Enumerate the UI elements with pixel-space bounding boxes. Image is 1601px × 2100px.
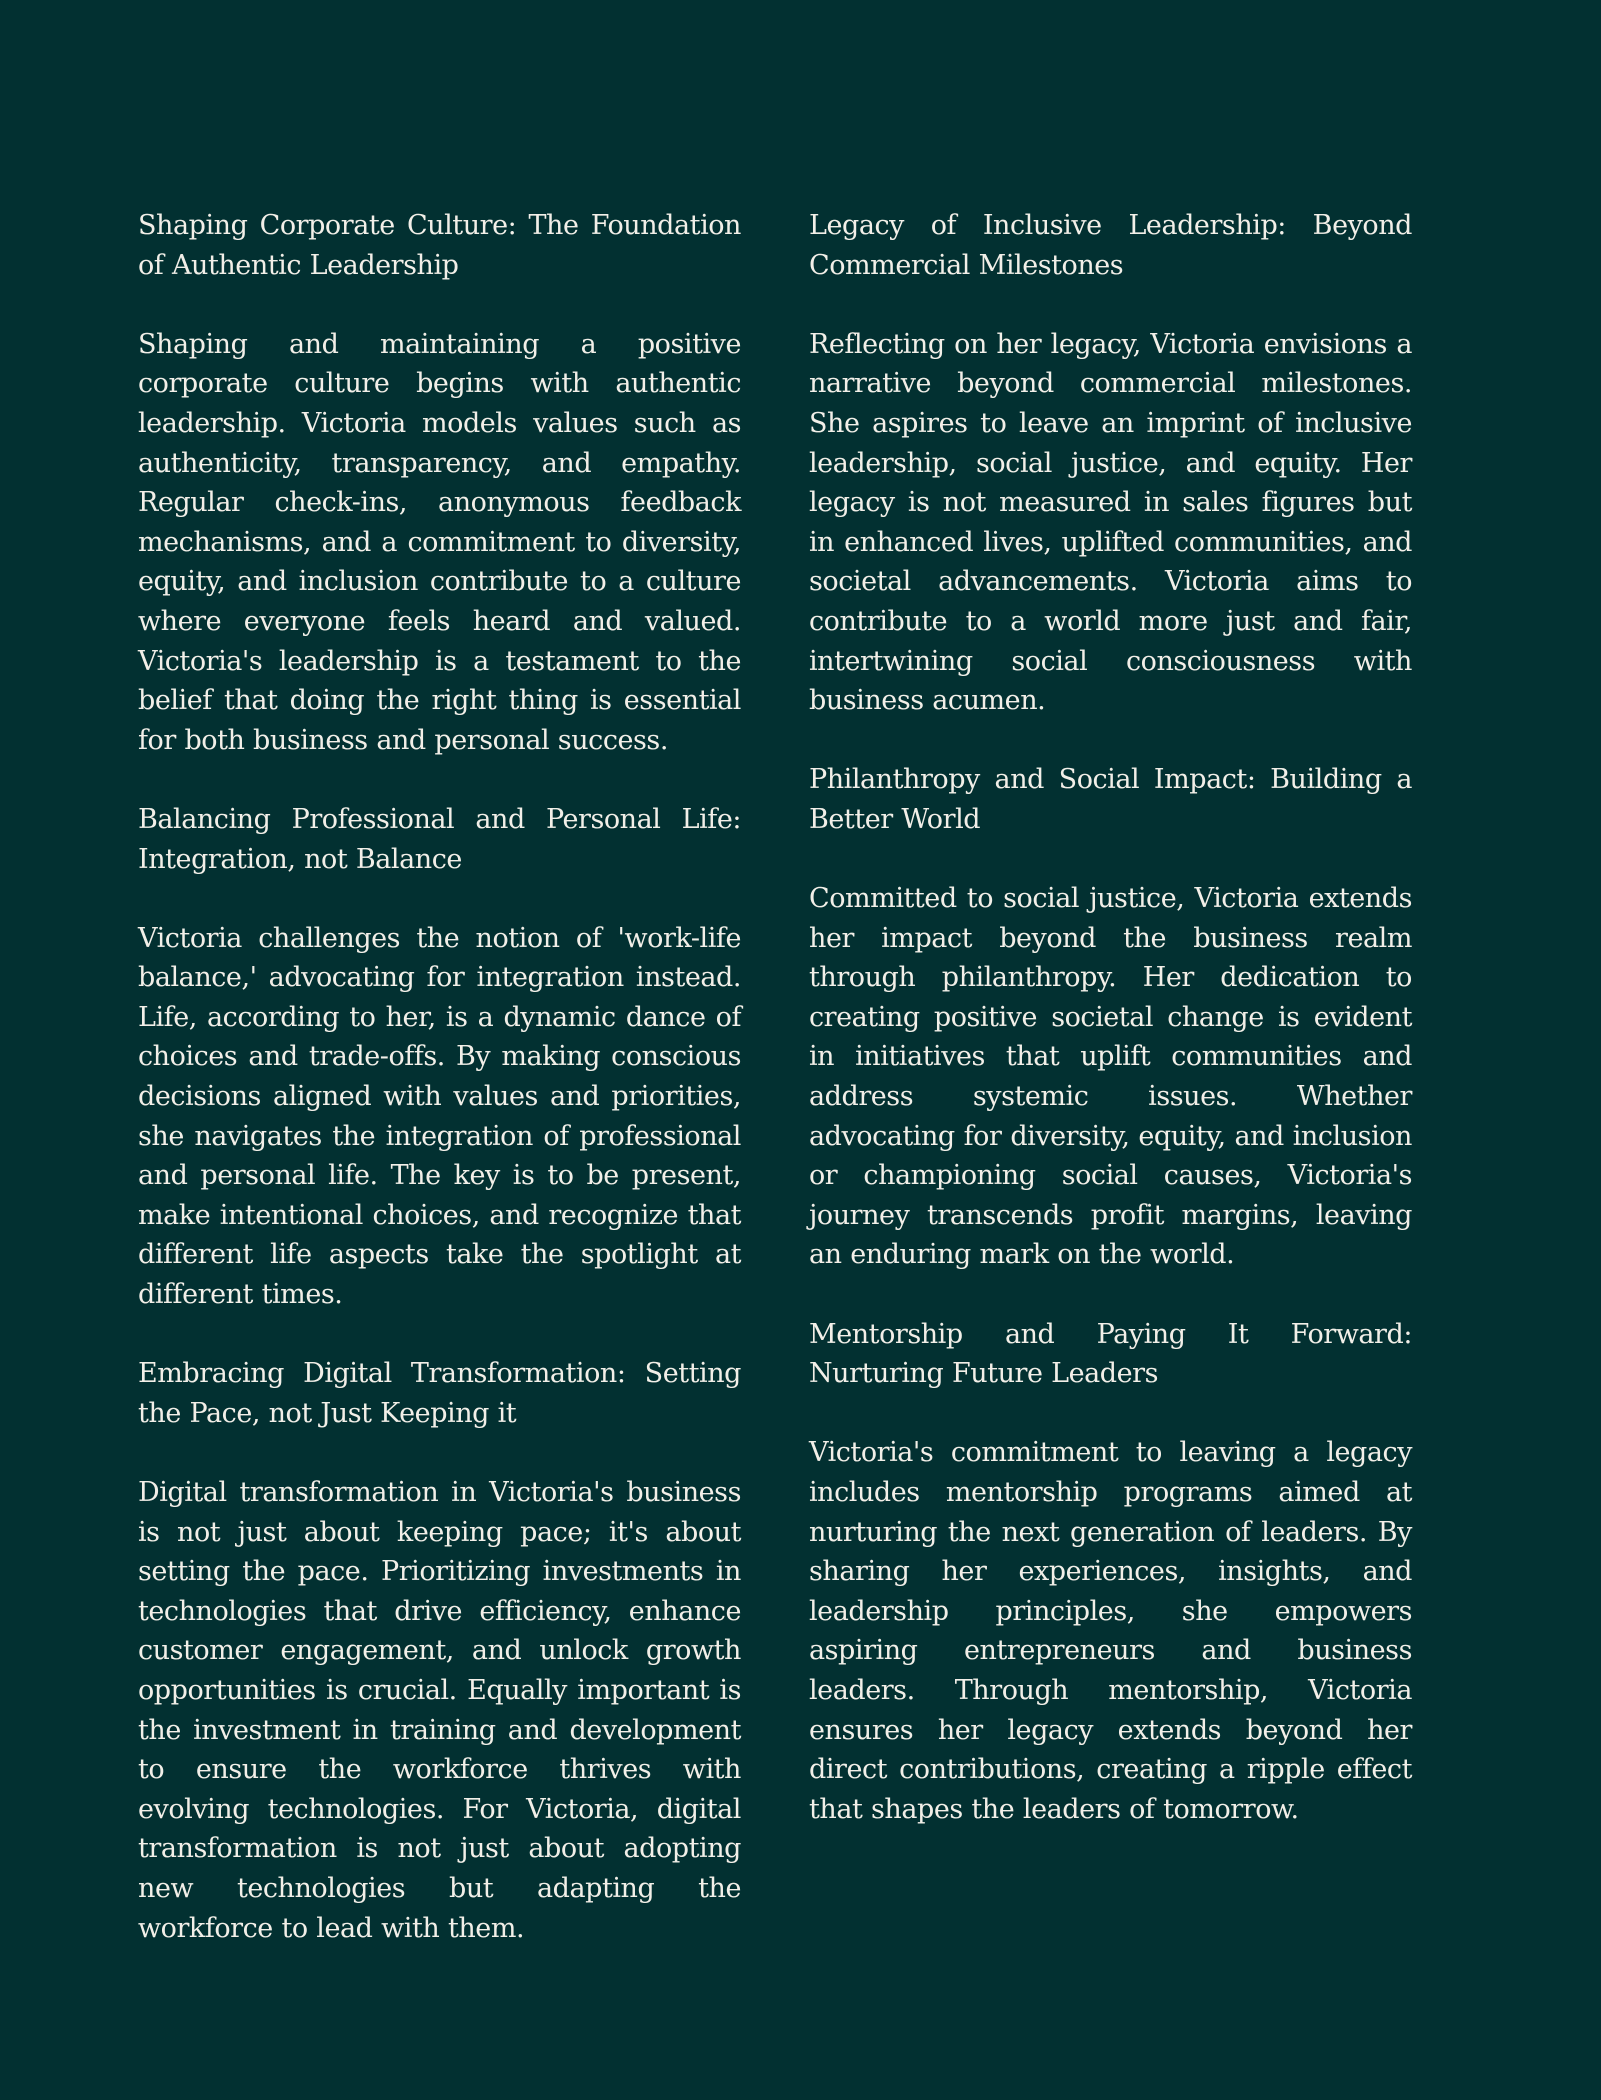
section-body-digital-transformation: Digital transformation in Victoria's business is not just about keeping pace; it's about setting the pace. Prioritizing investments in technologies that drive efficiency, enhance customer engagement, and unlock growth opportunities is crucial. Equally important is the investment in training and development to ensure the workforce thrives with evolving technologies. For Victoria, digital transformation is not just about adopting new technologies but adapting the workforce to lead with them. <box>138 1477 741 1944</box>
left-column-content <box>138 206 741 1948</box>
right-column <box>809 206 1412 1869</box>
section-heading-corporate-culture: Shaping Corporate Culture: The Foundation of Authentic Leadership <box>138 210 741 281</box>
section-body-corporate-culture: Shaping and maintaining a positive corporate culture begins with authentic leadership. Victoria models values such as authenticity, transparency, and empathy. Regular check-ins, anonymous feedback mechanisms, and a commitment to diversity, equity, and inclusion contribute to a culture where everyone feels heard and valued. Victoria's leadership is a testament to the belief that doing the right thing is essential for both business and personal success. <box>138 328 741 756</box>
section-body-inclusive-legacy: Reflecting on her legacy, Victoria envisions a narrative beyond commercial milestones. She aspires to leave an imprint of inclusive leadership, social justice, and equity. Her legacy is not measured in sales figures but in enhanced lives, uplifted communities, and societal advancements. Victoria aims to contribute to a world more just and fair, intertwining social consciousness with business acumen. <box>809 328 1412 717</box>
section-body-philanthropy: Committed to social justice, Victoria extends her impact beyond the business realm through philanthropy. Her dedication to creating positive societal change is evident in initiatives that uplift communities and address systemic issues. Whether advocating for diversity, equity, and inclusion or championing social causes, Victoria's journey transcends profit margins, leaving an enduring mark on the world. <box>809 883 1412 1271</box>
left-column <box>138 206 741 1988</box>
section-heading-mentorship: Mentorship and Paying It Forward: Nurturing Future Leaders <box>809 1318 1412 1390</box>
right-column-content <box>809 206 1412 1829</box>
section-heading-philanthropy: Philanthropy and Social Impact: Building a Better World <box>809 764 1412 835</box>
section-body-work-life-integration: Victoria challenges the notion of 'work-life balance,' advocating for integration instead. Life, according to her, is a dynamic dance of choices and trade-offs. By making conscious decisions aligned with values and priorities, she navigates the integration of professional and personal life. The key is to be present, make intentional choices, and recognize that different life aspects take the spotlight at different times. <box>138 922 741 1311</box>
section-heading-digital-transformation: Embracing Digital Transformation: Setting the Pace, not Just Keeping it <box>138 1358 741 1429</box>
section-body-mentorship: Victoria's commitment to leaving a legacy includes mentorship programs aimed at nurturing the next generation of leaders. By sharing her experiences, insights, and leadership principles, she empowers aspiring entrepreneurs and business leaders. Through mentorship, Victoria ensures her legacy extends beyond her direct contributions, creating a ripple effect that shapes the leaders of tomorrow. <box>809 1437 1412 1825</box>
section-heading-work-life-integration: Balancing Professional and Personal Life: Integration, not Balance <box>138 803 741 875</box>
section-heading-inclusive-legacy: Legacy of Inclusive Leadership: Beyond Commercial Milestones <box>809 210 1412 281</box>
